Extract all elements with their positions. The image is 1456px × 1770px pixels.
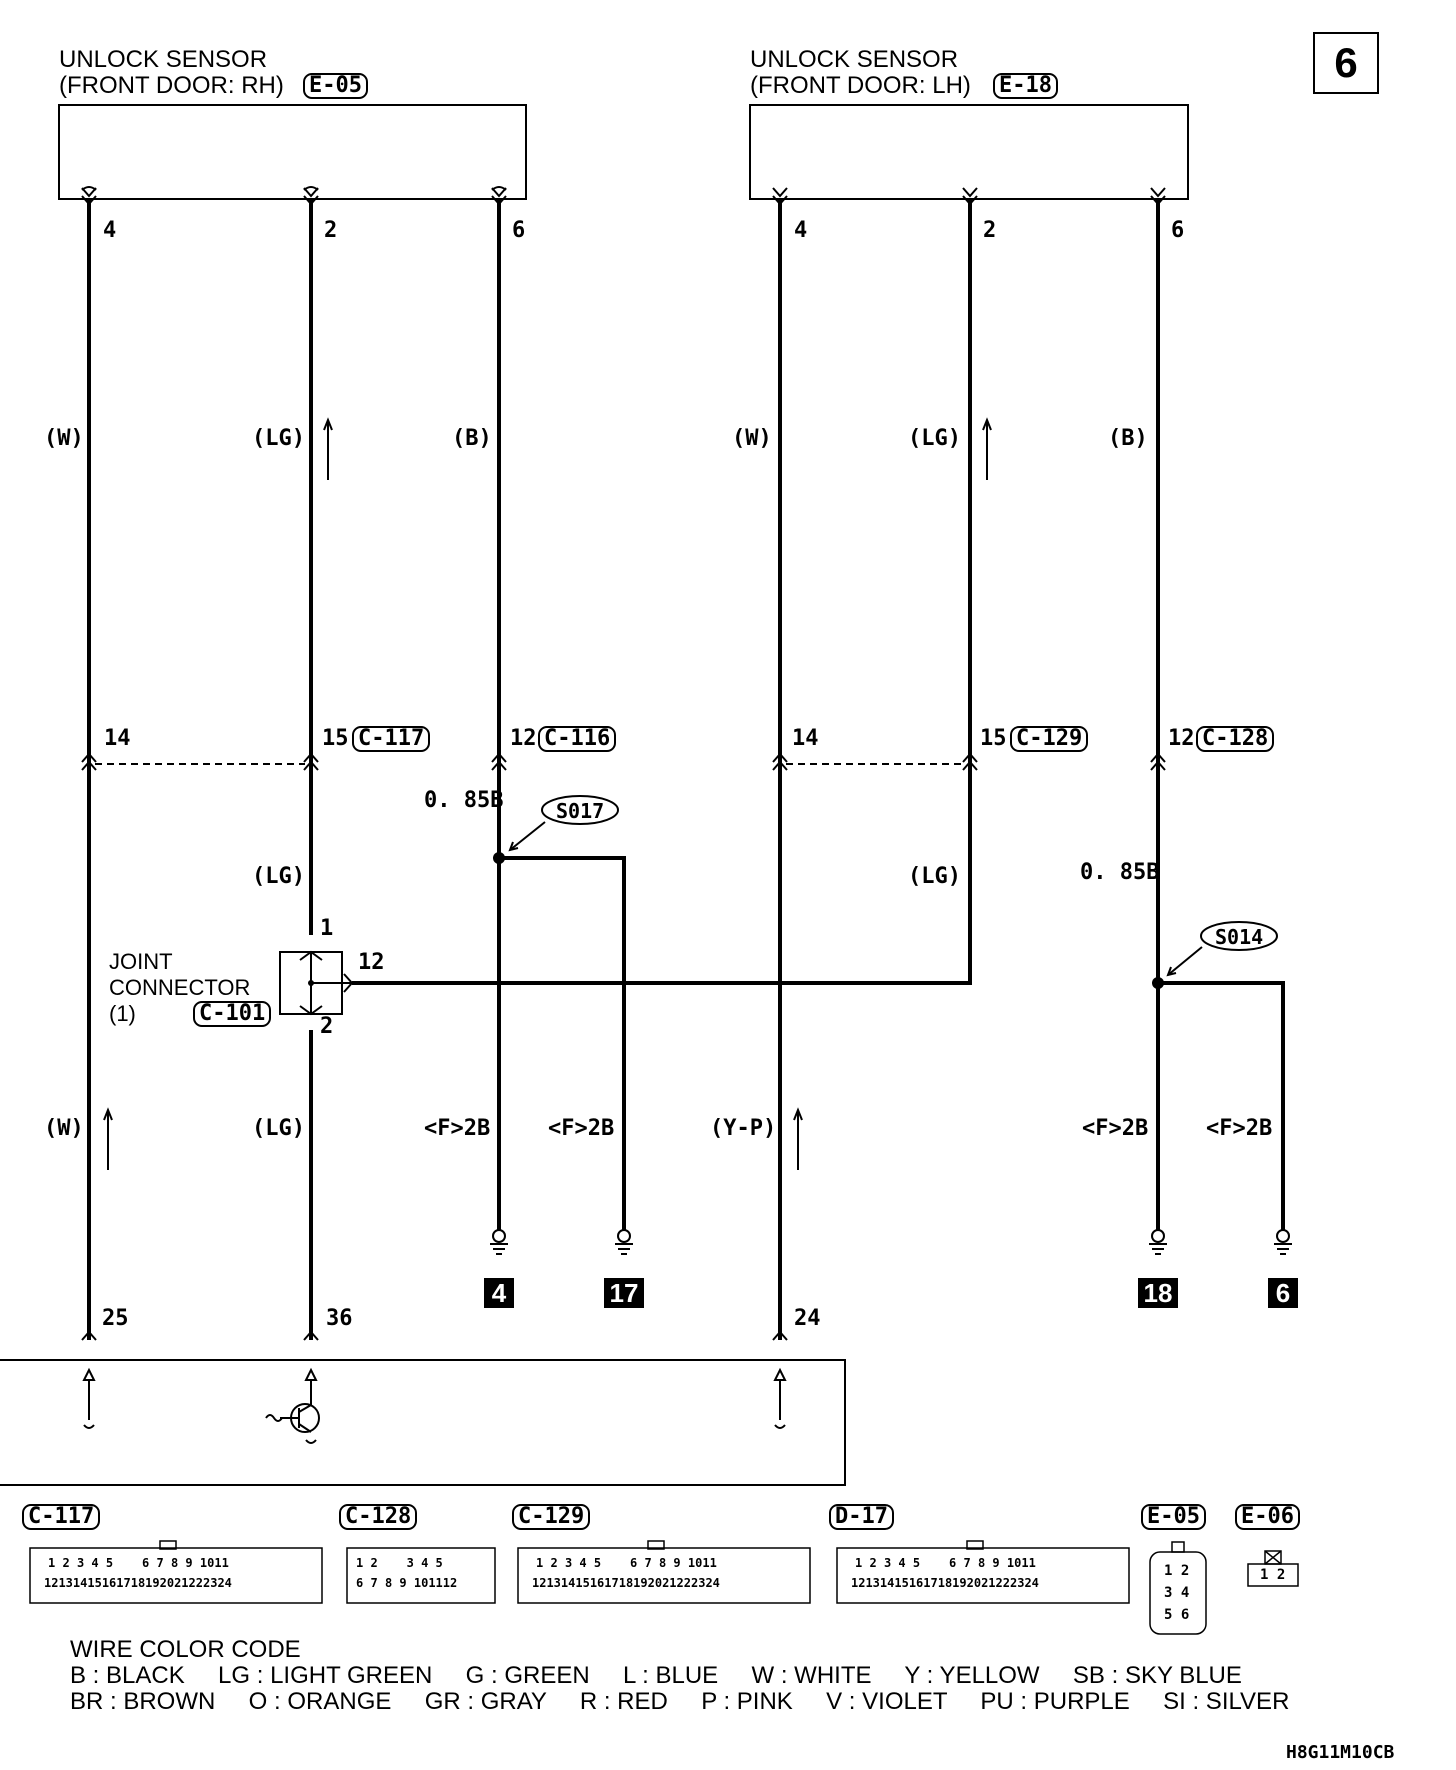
pin-label: 24 — [794, 1306, 821, 1331]
figure-code: H8G11M10CB — [1286, 1742, 1395, 1763]
wire-color: (W) — [44, 426, 84, 451]
conn-pins-bot: 6 7 8 9 101112 — [356, 1576, 458, 1590]
page-number: 6 — [1313, 32, 1379, 94]
wire-color: (LG) — [908, 426, 961, 451]
wire-color: <F>2B — [1206, 1116, 1273, 1141]
connector-code: C-129 — [512, 1504, 590, 1530]
joint-label: (1) — [109, 1001, 136, 1026]
pin-label: 15 — [980, 726, 1007, 751]
conn-pins-top: 1 2 3 4 5 6 7 8 9 1011 — [536, 1556, 717, 1570]
pin-label: 6 — [1171, 218, 1185, 243]
connector-code: C-116 — [538, 726, 616, 752]
wire-color: (LG) — [252, 1116, 305, 1141]
splice-s017: S017 — [556, 799, 605, 823]
sensor-lh-code: E-18 — [993, 73, 1058, 99]
connector-code: E-06 — [1235, 1504, 1300, 1530]
ecu-box — [0, 1360, 845, 1485]
ground-18: 18 — [1138, 1278, 1178, 1308]
legend-line-1: B : BLACK LG : LIGHT GREEN G : GREEN L : BLUE W : WHITE Y : YELLOW SB : SKY BLUE — [70, 1662, 1242, 1689]
sensor-lh-box — [750, 105, 1188, 199]
conn-pins-bot: 12131415161718192021222324 — [532, 1576, 720, 1590]
conn-pins-top: 1 2 3 4 5 6 7 8 9 1011 — [855, 1556, 1036, 1570]
sensor-lh-title: UNLOCK SENSOR — [750, 46, 959, 73]
ground-17: 17 — [604, 1278, 644, 1308]
sensor-lh-subtitle: (FRONT DOOR: LH) — [750, 72, 971, 99]
pin-label: 14 — [792, 726, 819, 751]
wire-s014-branch — [1158, 983, 1283, 1230]
sensor-rh-box — [59, 105, 526, 199]
wire-color: (Y-P) — [710, 1116, 777, 1141]
conn-pins-top: 1 2 3 4 5 — [356, 1556, 443, 1570]
conn-e06-pins: 1 2 — [1260, 1567, 1286, 1583]
pin-label: 2 — [324, 218, 338, 243]
conn-pins-bot: 12131415161718192021222324 — [851, 1576, 1039, 1590]
wire-color: (LG) — [252, 864, 305, 889]
connector-code: E-05 — [1141, 1504, 1206, 1530]
sensor-rh-code: E-05 — [303, 73, 368, 99]
connector-code: C-117 — [352, 726, 430, 752]
wire-color: (W) — [44, 1116, 84, 1141]
legend-line-2: BR : BROWN O : ORANGE GR : GRAY R : RED P : PINK V : VIOLET PU : PURPLE SI : SILVER — [70, 1688, 1290, 1715]
ground-4: 4 — [484, 1278, 514, 1308]
pin-label: 2 — [983, 218, 997, 243]
connector-code: C-117 — [22, 1504, 100, 1530]
conn-pins-bot: 12131415161718192021222324 — [44, 1576, 232, 1590]
connector-code: C-128 — [339, 1504, 417, 1530]
sensor-rh-subtitle: (FRONT DOOR: RH) — [59, 72, 284, 99]
pin-label: 15 — [322, 726, 349, 751]
wire-color: (LG) — [252, 426, 305, 451]
wire-color: <F>2B — [424, 1116, 491, 1141]
wire-color: (B) — [452, 426, 492, 451]
pin-label: 25 — [102, 1306, 129, 1331]
pin-label: 2 — [320, 1014, 334, 1039]
wire-size: 0. 85B — [1080, 860, 1160, 885]
wire-color: (LG) — [908, 864, 961, 889]
splice-dot-s014 — [1152, 977, 1164, 989]
legend-title: WIRE COLOR CODE — [70, 1636, 301, 1663]
wire-color: (W) — [732, 426, 772, 451]
joint-code: C-101 — [193, 1001, 271, 1027]
pin-label: 6 — [512, 218, 526, 243]
wire-size: 0. 85B — [424, 788, 504, 813]
joint-label: CONNECTOR — [109, 975, 251, 1000]
sensor-rh-title: UNLOCK SENSOR — [59, 46, 268, 73]
pin-label: 14 — [104, 726, 131, 751]
connector-code: C-128 — [1196, 726, 1274, 752]
pin-label: 12 — [358, 950, 385, 975]
connector-code: C-129 — [1010, 726, 1088, 752]
splice-dot-s017 — [493, 852, 505, 864]
wire-s017-branch — [499, 858, 624, 1230]
pin-label: 4 — [794, 218, 808, 243]
splice-s014: S014 — [1215, 925, 1264, 949]
joint-label: JOINT — [109, 949, 173, 974]
ground-6: 6 — [1268, 1278, 1298, 1308]
conn-e05-pins: 1 2 3 4 5 6 — [1164, 1563, 1190, 1623]
wire-color: (B) — [1108, 426, 1148, 451]
pin-label: 36 — [326, 1306, 353, 1331]
connector-code: D-17 — [829, 1504, 894, 1530]
conn-pins-top: 1 2 3 4 5 6 7 8 9 1011 — [48, 1556, 229, 1570]
pin-label: 12 — [1168, 726, 1195, 751]
wire-color: <F>2B — [1082, 1116, 1149, 1141]
pin-label: 1 — [320, 916, 334, 941]
wire-lh-lg — [352, 200, 970, 983]
pin-label: 4 — [103, 218, 117, 243]
wire-color: <F>2B — [548, 1116, 615, 1141]
pin-label: 12 — [510, 726, 537, 751]
